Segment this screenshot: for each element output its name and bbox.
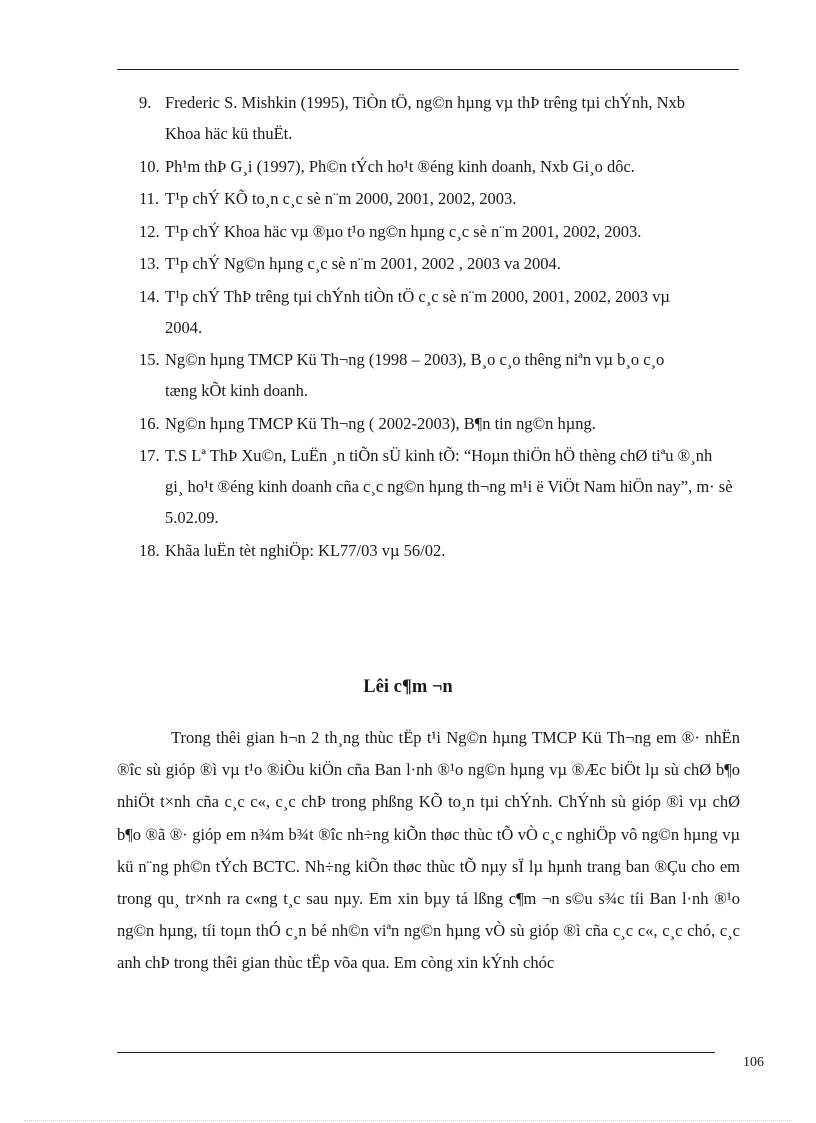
reference-number: 10. (139, 156, 160, 176)
reference-item (139, 87, 739, 151)
acknowledgement-paragraph: Trong thêi gian h¬n 2 th¸ng thùc tËp t¹i Ng©n hµng TMCP Kü Th¬ng em ®· nhËn ®îc sù gióp ®ì vµ t¹o ®iÒu kiÖn cña Ban l·nh ®¹o ng©n hµng vµ ®Æc biÖt lµ sù chØ b¶o nhiÖt t×nh cña c¸c c«, c¸c chÞ trong phßng KÕ to¸n tµi chÝnh. ChÝnh sù gióp ®ì vµ chØ b¶o ®ã ®· gióp em n¾m b¾t ®îc nh÷ng kiÕn thøc thùc tÕ vÒ c¸c nghiÖp vô ng©n hµng vµ kü n¨ng ph©n tÝch BCTC. Nh÷ng kiÕn thøc thùc tÕ nµy sÏ lµ hµnh trang ban ®Çu cho em trong qu¸ tr×nh ra c«ng t¸c sau nµy. Em xin bµy tá lßng c¶m ¬n s©u s¾c tíi Ban l·nh ®¹o ng©n hµng, tíi toµn thÓ c¸n bé nh©n viªn ng©n hµng vÒ sù gióp ®ì cña c¸c c«, c¸c chó, c¸c anh chÞ trong thêi gian thùc tËp võa qua. Em còng xin kÝnh chóc (117, 728, 740, 973)
page-number: 106 (743, 1055, 764, 1070)
reference-number: 9. (139, 93, 152, 112)
reference-text: T¹p chÝ ThÞ trêng tµi chÝnh tiÒn tÖ c¸c sè n¨m 2000, 2001, 2002, 2003 vµ 2004. (165, 286, 670, 337)
reference-item (139, 440, 739, 535)
reference-number: 15. (139, 350, 160, 369)
reference-text: T¹p chÝ Ng©n hµng c¸c sè n¨m 2001, 2002 , 2003 va 2004. (165, 254, 561, 273)
reference-text: T¹p chÝ Khoa häc vµ ®µo t¹o ng©n hµng c¸c sè n¨m 2001, 2002, 2003. (165, 221, 642, 241)
reference-item (139, 344, 739, 408)
footer-rule (117, 1052, 715, 1053)
reference-text: T¹p chÝ KÕ to¸n c¸c sè n¨m 2000, 2001, 2002, 2003. (165, 189, 517, 208)
reference-number: 12. (139, 221, 160, 241)
reference-number: 16. (139, 413, 160, 433)
acknowledgement-title: Lêi c¶m ¬n (363, 677, 453, 697)
reference-text: Khãa luËn tèt nghiÖp: KL77/03 vµ 56/02. (165, 540, 446, 560)
reference-number: 11. (139, 189, 160, 208)
reference-text: Ng©n hµng TMCP Kü Th¬ng ( 2002-2003), B¶n tin ng©n hµng. (165, 413, 596, 433)
reference-text: Ph¹m thÞ G¸i (1997), Ph©n tÝch ho¹t ®éng kinh doanh, Nxb Gi¸o dôc. (165, 156, 635, 176)
reference-number: 17. (139, 446, 160, 465)
reference-item (139, 183, 739, 216)
reference-number: 13. (139, 254, 160, 273)
reference-item (139, 216, 739, 249)
reference-item (139, 151, 739, 184)
reference-number: 18. (139, 540, 160, 560)
reference-item (139, 408, 739, 441)
reference-item (139, 535, 739, 568)
reference-number: 14. (139, 286, 160, 306)
page-edge-divider (24, 1120, 792, 1121)
reference-item (139, 281, 739, 345)
reference-text: Ng©n hµng TMCP Kü Th¬ng (1998 – 2003), B¸o c¸o thêng niªn vµ b¸o c¸o tæng kÕt kinh doanh. (165, 350, 665, 400)
header-rule (117, 69, 739, 70)
reference-text: Frederic S. Mishkin (1995), TiÒn tÖ, ng©n hµng vµ thÞ trêng tµi chÝnh, Nxb Khoa häc kü thuËt. (165, 93, 686, 143)
reference-text: T.S Lª ThÞ Xu©n, LuËn ¸n tiÕn sÜ kinh tÕ: “Hoµn thiÖn hÖ thèng chØ tiªu ®¸nh gi¸ ho¹t ®éng kinh doanh cña c¸c ng©n hµng th¬ng m¹i ë ViÖt Nam hiÖn nay”, m· sè 5.02.09. (165, 446, 733, 527)
reference-item (139, 248, 739, 281)
reference-list (139, 87, 739, 567)
